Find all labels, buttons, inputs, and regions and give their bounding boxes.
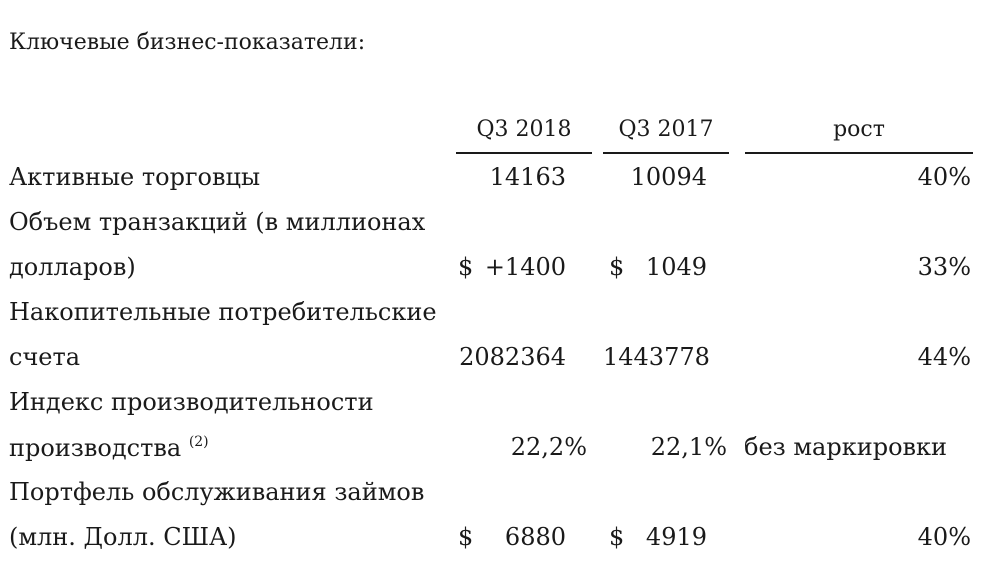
header-underline-growth [745,152,973,154]
header-underline-q3-2017 [603,152,729,154]
value-q3-2017: 1443778 [603,343,710,371]
value-growth: 40% [917,163,971,191]
column-header-q3-2017: Q3 2017 [618,117,714,142]
value-q3-2017: 1049 [645,253,707,281]
value-growth: 40% [917,523,971,551]
row-label: Активные торговцы [9,163,261,191]
value-growth: 44% [917,343,971,371]
row-label-line-1: Накопительные потребительские [9,298,437,326]
row-label-line-1: Объем транзакций (в миллионах [9,208,426,236]
row-label-line-1: Индекс производительности [9,388,374,416]
value-growth: без маркировки [744,433,948,461]
header-underline-q3-2018 [456,152,592,154]
value-growth: 33% [917,253,971,281]
column-header-q3-2018: Q3 2018 [476,117,572,142]
row-label-line-2: счета [9,343,81,371]
value-q3-2018: 6880 [504,523,566,551]
row-label-line-2: долларов) [9,253,136,281]
row-label-line-2: (млн. Долл. США) [9,523,237,551]
currency-q3-2017: $ [609,523,625,551]
value-q3-2017: 22,1% [650,433,727,461]
footnote-marker: (2) [188,434,209,450]
page-title: Ключевые бизнес-показатели: [9,30,366,55]
value-q3-2018: +1400 [484,253,566,281]
value-q3-2018: 22,2% [510,433,587,461]
column-header-growth: рост [833,117,885,142]
currency-q3-2018: $ [458,253,474,281]
row-label-line-2: производства [9,434,182,462]
value-q3-2018: 14163 [489,163,566,191]
value-q3-2017: 10094 [630,163,707,191]
row-label-line-1: Портфель обслуживания займов [9,478,425,506]
value-q3-2018: 2082364 [459,343,566,371]
value-q3-2017: 4919 [645,523,707,551]
row-label-line-2-wrap [9,435,209,460]
currency-q3-2017: $ [609,253,625,281]
currency-q3-2018: $ [458,523,474,551]
